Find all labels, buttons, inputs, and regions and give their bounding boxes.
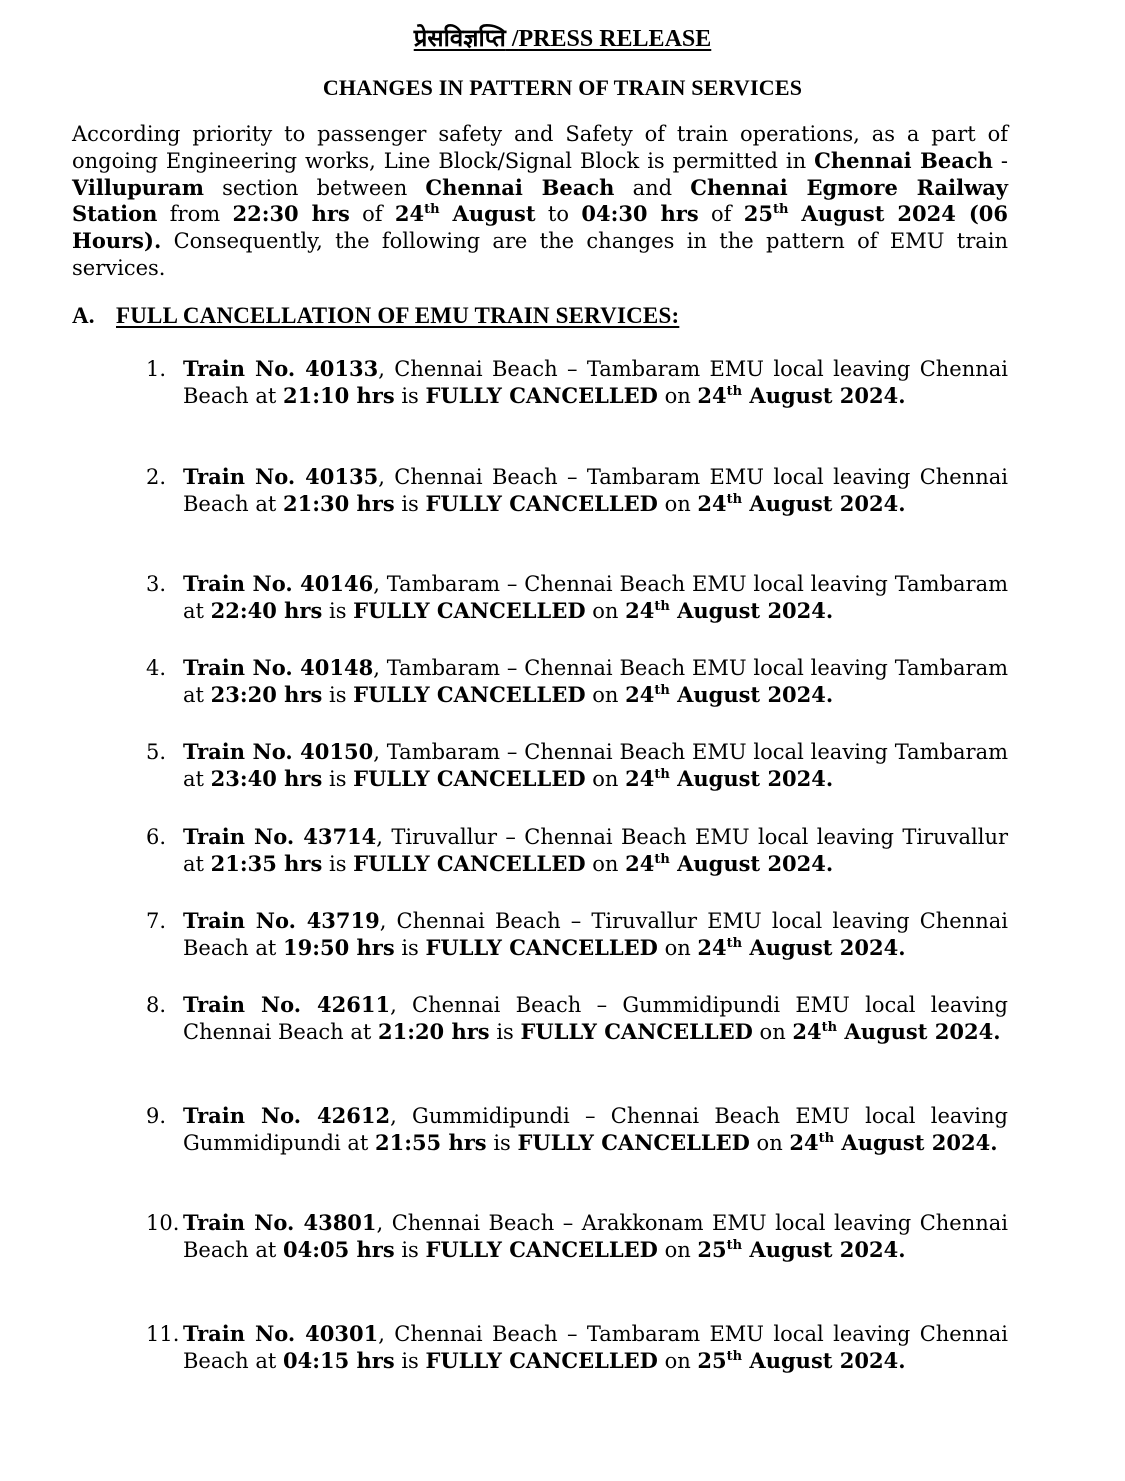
train-number: Train No. 42612 xyxy=(183,1103,391,1128)
train-number: Train No. 43801 xyxy=(183,1210,377,1235)
cancel-day: 24 xyxy=(625,765,655,791)
list-item xyxy=(146,1103,1008,1157)
departure-time: 19:50 hrs xyxy=(282,934,395,960)
document-title xyxy=(0,24,1125,54)
cancel-date: August 2024. xyxy=(669,597,834,623)
train-route: , Tambaram – Chennai Beach EMU local leaving Tambaram at xyxy=(183,572,1009,623)
cancellation-status: FULLY CANCELLED xyxy=(425,934,658,960)
departure-time: 21:55 hrs xyxy=(374,1129,487,1155)
cancel-day: 25 xyxy=(697,1347,727,1373)
cancel-date: August 2024. xyxy=(669,765,834,791)
document-subtitle: CHANGES IN PATTERN OF TRAIN SERVICES xyxy=(322,75,803,100)
intro-paragraph: According priority to passenger safety and Safety of train operations, as a part of ongoing Engineering works, Line Block/Signal Block is permitted in Chennai Beach - Villupuram section between Chennai Beach and Chennai Egmore Railway Station from 22:30 hrs of 24th August to 04:30 hrs of 25th August 2024 (06 Hours). Consequently, the following are the changes in the pattern of EMU train services. xyxy=(72,122,1009,280)
item-number: 9. xyxy=(146,1104,167,1128)
list-item xyxy=(146,1210,1008,1264)
item-number: 3. xyxy=(146,572,167,596)
train-route: , Chennai Beach – Tiruvallur EMU local leaving Chennai Beach at xyxy=(183,909,1008,960)
item-text: Train No. 40135, Chennai Beach – Tambaram EMU local leaving Chennai Beach at 21:30 hrs is FULLY CANCELLED on 24th August 2024. xyxy=(183,464,1008,516)
cancel-date: August 2024. xyxy=(742,934,906,960)
title-hindi: प्रेसविज्ञप्ति xyxy=(413,26,506,52)
item-text: Train No. 43714, Tiruvallur – Chennai Beach EMU local leaving Tiruvallur at 21:35 hrs is FULLY CANCELLED on 24th August 2024. xyxy=(183,824,1009,876)
cancel-day: 25 xyxy=(697,1236,727,1262)
train-route: , Chennai Beach – Tambaram EMU local leaving Chennai Beach at xyxy=(183,1322,1008,1373)
cancel-date: August 2024. xyxy=(669,850,834,876)
section-title: FULL CANCELLATION OF EMU TRAIN SERVICES: xyxy=(116,303,680,328)
cancellation-status: FULLY CANCELLED xyxy=(517,1129,750,1155)
item-number: 1. xyxy=(146,357,167,381)
train-route: , Tambaram – Chennai Beach EMU local leaving Tambaram at xyxy=(183,740,1009,791)
cancellation-status: FULLY CANCELLED xyxy=(353,597,586,623)
list-item xyxy=(146,464,1008,518)
cancel-date: August 2024. xyxy=(742,490,906,516)
list-item xyxy=(146,655,1008,709)
train-number: Train No. 40301 xyxy=(183,1321,379,1346)
item-number: 10. xyxy=(146,1211,180,1235)
item-text: Train No. 43801, Chennai Beach – Arakkonam EMU local leaving Chennai Beach at 04:05 hrs is FULLY CANCELLED on 25th August 2024. xyxy=(183,1210,1009,1262)
departure-time: 23:40 hrs xyxy=(210,765,323,791)
train-number: Train No. 40148 xyxy=(183,655,374,680)
item-number: 5. xyxy=(146,740,167,764)
title-separator: / xyxy=(505,26,519,52)
departure-time: 21:30 hrs xyxy=(282,490,395,516)
train-number: Train No. 40135 xyxy=(183,464,379,489)
cancel-date: August 2024. xyxy=(742,1347,906,1373)
departure-time: 21:35 hrs xyxy=(210,850,323,876)
item-text: Train No. 40150, Tambaram – Chennai Beach EMU local leaving Tambaram at 23:40 hrs is FULLY CANCELLED on 24th August 2024. xyxy=(183,739,1009,791)
item-text: Train No. 42611, Chennai Beach – Gummidipundi EMU local leaving Chennai Beach at 21:20 hrs is FULLY CANCELLED on 24th August 2024. xyxy=(183,992,1008,1044)
train-number: Train No. 40150 xyxy=(183,739,374,764)
cancel-day: 24 xyxy=(697,934,727,960)
cancel-date: August 2024. xyxy=(742,382,906,408)
cancellation-status: FULLY CANCELLED xyxy=(520,1018,753,1044)
cancellation-status: FULLY CANCELLED xyxy=(425,382,658,408)
departure-time: 21:20 hrs xyxy=(377,1018,490,1044)
list-item xyxy=(146,571,1008,625)
list-item xyxy=(146,739,1008,793)
cancellation-status: FULLY CANCELLED xyxy=(425,490,658,516)
cancel-date: August 2024. xyxy=(669,681,834,707)
item-text: Train No. 40133, Chennai Beach – Tambaram EMU local leaving Chennai Beach at 21:10 hrs is FULLY CANCELLED on 24th August 2024. xyxy=(183,356,1008,408)
cancellation-status: FULLY CANCELLED xyxy=(353,681,586,707)
item-number: 4. xyxy=(146,656,167,680)
departure-time: 22:40 hrs xyxy=(210,597,323,623)
cancel-date: August 2024. xyxy=(834,1129,998,1155)
section-heading xyxy=(72,302,679,330)
list-item xyxy=(146,992,1008,1046)
departure-time: 04:15 hrs xyxy=(282,1347,395,1373)
train-route: , Tiruvallur – Chennai Beach EMU local leaving Tiruvallur at xyxy=(183,825,1009,876)
train-route: , Chennai Beach – Gummidipundi EMU local leaving Chennai Beach at xyxy=(183,993,1008,1044)
cancel-day: 24 xyxy=(625,681,655,707)
train-route: , Chennai Beach – Arakkonam EMU local leaving Chennai Beach at xyxy=(183,1211,1009,1262)
cancellation-status: FULLY CANCELLED xyxy=(353,765,586,791)
section-letter: A. xyxy=(72,303,95,328)
list-item xyxy=(146,908,1008,962)
cancel-day: 24 xyxy=(697,382,727,408)
list-item xyxy=(146,824,1008,878)
item-number: 11. xyxy=(146,1322,180,1346)
train-number: Train No. 40133 xyxy=(183,356,379,381)
list-item xyxy=(146,356,1008,410)
cancellation-status: FULLY CANCELLED xyxy=(353,850,586,876)
cancellation-status: FULLY CANCELLED xyxy=(425,1347,658,1373)
item-text: Train No. 43719, Chennai Beach – Tiruvallur EMU local leaving Chennai Beach at 19:50 hrs is FULLY CANCELLED on 24th August 2024. xyxy=(183,908,1008,960)
cancel-day: 24 xyxy=(625,597,655,623)
cancellation-status: FULLY CANCELLED xyxy=(425,1236,658,1262)
departure-time: 23:20 hrs xyxy=(210,681,323,707)
list-item xyxy=(146,1321,1008,1375)
item-text: Train No. 42612, Gummidipundi – Chennai Beach EMU local leaving Gummidipundi at 21:55 hrs is FULLY CANCELLED on 24th August 2024. xyxy=(183,1103,1008,1155)
item-number: 6. xyxy=(146,825,167,849)
cancel-day: 24 xyxy=(697,490,727,516)
train-number: Train No. 43719 xyxy=(183,908,380,933)
item-number: 8. xyxy=(146,993,167,1017)
item-number: 2. xyxy=(146,465,167,489)
title-english: PRESS RELEASE xyxy=(518,26,712,52)
departure-time: 21:10 hrs xyxy=(282,382,395,408)
train-route: , Chennai Beach – Tambaram EMU local leaving Chennai Beach at xyxy=(183,357,1008,408)
cancel-date: August 2024. xyxy=(837,1018,1001,1044)
train-route: , Gummidipundi – Chennai Beach EMU local leaving Gummidipundi at xyxy=(183,1104,1008,1155)
train-route: , Tambaram – Chennai Beach EMU local leaving Tambaram at xyxy=(183,656,1009,707)
departure-time: 04:05 hrs xyxy=(282,1236,395,1262)
item-text: Train No. 40301, Chennai Beach – Tambaram EMU local leaving Chennai Beach at 04:15 hrs is FULLY CANCELLED on 25th August 2024. xyxy=(183,1321,1008,1373)
train-route: , Chennai Beach – Tambaram EMU local leaving Chennai Beach at xyxy=(183,465,1008,516)
item-text: Train No. 40146, Tambaram – Chennai Beach EMU local leaving Tambaram at 22:40 hrs is FULLY CANCELLED on 24th August 2024. xyxy=(183,571,1009,623)
train-number: Train No. 43714 xyxy=(183,824,377,849)
item-number: 7. xyxy=(146,909,167,933)
cancel-date: August 2024. xyxy=(742,1236,906,1262)
item-text: Train No. 40148, Tambaram – Chennai Beach EMU local leaving Tambaram at 23:20 hrs is FULLY CANCELLED on 24th August 2024. xyxy=(183,655,1009,707)
train-number: Train No. 42611 xyxy=(183,992,391,1017)
train-number: Train No. 40146 xyxy=(183,571,374,596)
cancel-day: 24 xyxy=(792,1018,822,1044)
cancel-day: 24 xyxy=(789,1129,819,1155)
cancel-day: 24 xyxy=(625,850,655,876)
